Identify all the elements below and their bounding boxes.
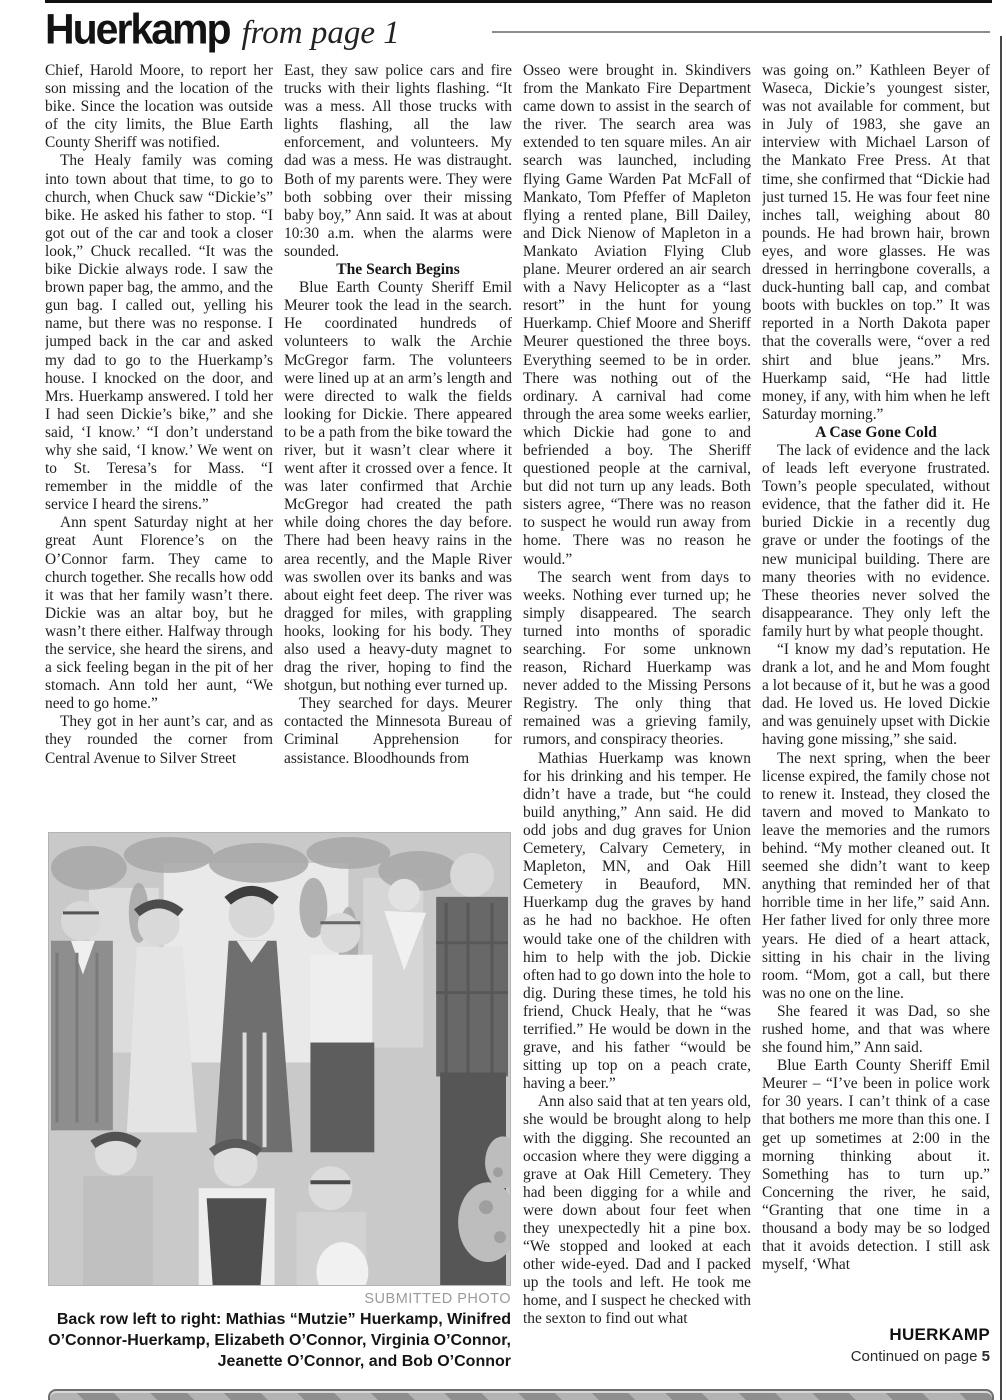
paragraph: Blue Earth County Sheriff Emil Meurer took the lead in the search. He coordinated hundreds of volunteers to walk the Archie McGregor farm. The volunteers were lined up at an arm’s length and were directed to walk the fields looking for Dickie. There appeared to be a path from the bike toward the river, but it wasn’t clear where it went after it crossed over a fence. It was later confirmed that Archie McGregor had created the path while doing chores the day before. There had been heavy rains in the area recently, and the Maple River was swollen over its banks and was about eight feet deep. The river was dragged for miles, with grappling hooks, looking for his body. They also used a heavy-duty magnet to drag the river, hoping to find the shotgun, but nothing ever turned up. — [284, 279, 512, 695]
paragraph: The Healy family was coming into town about that time, to go to church, when Chuck saw “Dickie’s” bike. He asked his father to stop. “I got out of the car and took a closer look,” Chuck recalled. “It was the bike Dickie always rode. I saw the brown paper bag, the ammo, and the gun bag. I called out, yelling his name, but there was no response. I jumped back in the car and asked my dad to go to the Huerkamp’s house. I knocked on the door, and Mrs. Huerkamp answered. I told her I had seen Dickie’s bike,” and she said, ‘I know.’ “I don’t understand why she said, ‘I know.’ We went on to St. Teresa’s for Mass. “I remember in the middle of the service I heard the sirens.” — [45, 152, 273, 514]
article-subtitle: from page 1 — [241, 15, 400, 51]
paragraph: Chief, Harold Moore, to report her son missing and the location of the bike. Since the location was outside of the city limits, the Blue Earth County Sheriff was notified. — [45, 62, 273, 152]
text-column-3 — [523, 62, 751, 1394]
continuation-notice — [762, 1325, 990, 1365]
jump-text — [762, 1348, 990, 1365]
article-title: Huerkamp — [45, 5, 230, 53]
top-rule — [45, 0, 992, 3]
paragraph: They searched for days. Meurer contacted the Minnesota Bureau of Criminal Apprehension for assistance. Bloodhounds from — [284, 695, 512, 767]
paragraph: Blue Earth County Sheriff Emil Meurer – “I’ve been in police work for 30 years. I can’t think of a case that bothers me more than this one. I get up sometimes at 2:00 in the morning thinking about it. Something has to turn up.” Concerning the river, he said, “Granting that one time in a thousand a body may be so lodged that it avoids detection. I still ask myself, ‘What — [762, 1057, 990, 1274]
section-heading-case-gone-cold: A Case Gone Cold — [815, 423, 937, 441]
paragraph: “I know my dad’s reputation. He drank a lot, and he and Mom fought a lot because of it, but he was a good dad. He loved us. He loved Dickie and was genuinely upset with Dickie having gone missing,” she said. — [762, 641, 990, 749]
page-edge-line — [1000, 36, 1002, 1400]
paragraph: They got in her aunt’s car, and as they rounded the corner from Central Avenue to Silver Street — [45, 713, 273, 767]
paragraph: Ann also said that at ten years old, she would be brought along to help with the digging. She recounted an occasion where they were digging a grave at Oak Hill Cemetery. They had been digging for a while and were down about four feet when they unexpectedly hit a pine box. “We stopped and looked at each other wide-eyed. Dad and I packed up the tools and left. He took me home, and I suspect he checked with the sexton to find out what — [523, 1093, 751, 1328]
photo-caption-block — [48, 1291, 511, 1372]
section-heading-search-begins: The Search Begins — [336, 261, 460, 279]
continued-page-number: 5 — [981, 1348, 990, 1365]
paragraph: The lack of evidence and the lack of leads left everyone frustrated. Town’s people speculated, without evidence, that the father did it. He buried Dickie in a recently dug grave or under the footings of the new municipal building. There are many theories with no evidence. These theories never solved the disappearance. They only left the family hurt by what people thought. — [762, 441, 990, 640]
paragraph: The next spring, when the beer license expired, the family chose not to renew it. Instead, they closed the tavern and moved to Mankato to leave the memories and the rumors behind. “My mother cleaned out. It seemed she didn’t want to keep anything that reminded her of that horrible time in her life,” said Ann. Her father lived for only three more years. He died of a heart attack, sitting in his chair in the living room. “Mom, got a call, but there was no one on the line. — [762, 749, 990, 1002]
continued-text: Continued on page — [850, 1348, 978, 1365]
paragraph: The search went from days to weeks. Nothing ever turned up; he simply disappeared. The search turned into months of sporadic searching. For some unknown reason, Richard Huerkamp was never added to the Missing Persons Registry. The only thing that remained was a grieving family, rumors, and conspiracy theories. — [523, 568, 751, 749]
jump-title: HUERKAMP — [889, 1325, 990, 1344]
photo-caption: Back row left to right: Mathias “Mutzie” Huerkamp, Winifred O’Connor-Huerkamp, Elizabeth O’Connor, Virginia O’Connor, Jeanette O’Connor, and Bob O’Connor — [48, 1311, 511, 1370]
paragraph: Mathias Huerkamp was known for his drinking and his temper. He didn’t have a trade, but “he could build anything,” Ann said. He did odd jobs and dug graves for Union Cemetery, Calvary Cemetery, in Mapleton, MN, and Oak Hill Cemetery in Beauford, MN. Huerkamp dug the graves by hand as he had no backhoe. He often would take one of the children with him to help with the job. Dickie often had to go down into the hole to dig. During these times, he told his friend, Chuck Healy, that he “was terrified.” He would be down in the grave, and his father “would be sitting up top on a peach crate, having a beer.” — [523, 749, 751, 1093]
paragraph: Ann spent Saturday night at her great Aunt Florence’s on the O’Connor farm. They came to church together. She recalls how odd it was that her family wasn’t there. Dickie was an altar boy, but he wasn’t there either. Halfway through the service, she heard the sirens, and a sick feeling began in the pit of her stomach. Ann told her aunt, “We need to go home.” — [45, 514, 273, 713]
paragraph: She feared it was Dad, so she rushed home, and that was where she found him,” Ann said. — [762, 1002, 990, 1057]
paragraph: Osseo were brought in. Skindivers from the Mankato Fire Department came down to assist in the search of the river. The search area was extended to ten square miles. An air search was launched, including flying Game Warden Pat McFall of Mankato, Tom Pfeffer of Mapleton flying a rented plane, Bill Dailey, and Dick Nienow of Mapleton in a Mankato Aviation Flying Club plane. Meurer ordered an air search with a Navy Helicopter as a “last resort” in the hunt for young Huerkamp. Chief Moore and Sheriff Meurer questioned the three boys. Everything seemed to be in order. There was nothing out of the ordinary. A carnival had come through the area some weeks earlier, which Dickie had gone to and befriended a boy. The Sheriff questioned people at the carnival, but did not turn up any leads. Both sisters agree, “There was no reason to suspect he would run away from home. There was no reason he would.” — [523, 62, 751, 568]
photo-credit: SUBMITTED PHOTO — [364, 1291, 511, 1307]
text-column-2 — [284, 62, 512, 826]
text-column-1 — [45, 62, 273, 826]
paragraph: East, they saw police cars and fire trucks with their lights flashing. “It was a mess. All those trucks with lights flashing, all the law enforcement, and volunteers. My dad was a mess. He was distraught. Both of my parents were. They were both sobbing over their missing baby boy,” Ann said. It was at about 10:30 a.m. when the alarms were sounded. — [284, 62, 512, 260]
article-masthead — [45, 6, 400, 53]
masthead-rule — [492, 31, 990, 33]
family-photo — [48, 832, 511, 1286]
paragraph: was going on.” Kathleen Beyer of Waseca, Dickie’s youngest sister, was not available for comment, but in July of 1983, she gave an interview with Michael Larson of the Mankato Free Press. At that time, she confirmed that “Dickie had just turned 15. He was four feet nine inches tall, weighing about 80 pounds. He had brown hair, brown eyes, and wore glasses. He was dressed in herringbone coveralls, a duck-hunting ball cap, and combat boots with buckles on top.” It was reported in a North Dakota paper that the coveralls were, “over a red shirt and blue jeans.” Mrs. Huerkamp said, “He had little money, if any, with him when he left Saturday morning.” — [762, 62, 990, 423]
text-column-4 — [762, 62, 990, 1332]
bottom-ad-banner-edge — [48, 1389, 994, 1400]
